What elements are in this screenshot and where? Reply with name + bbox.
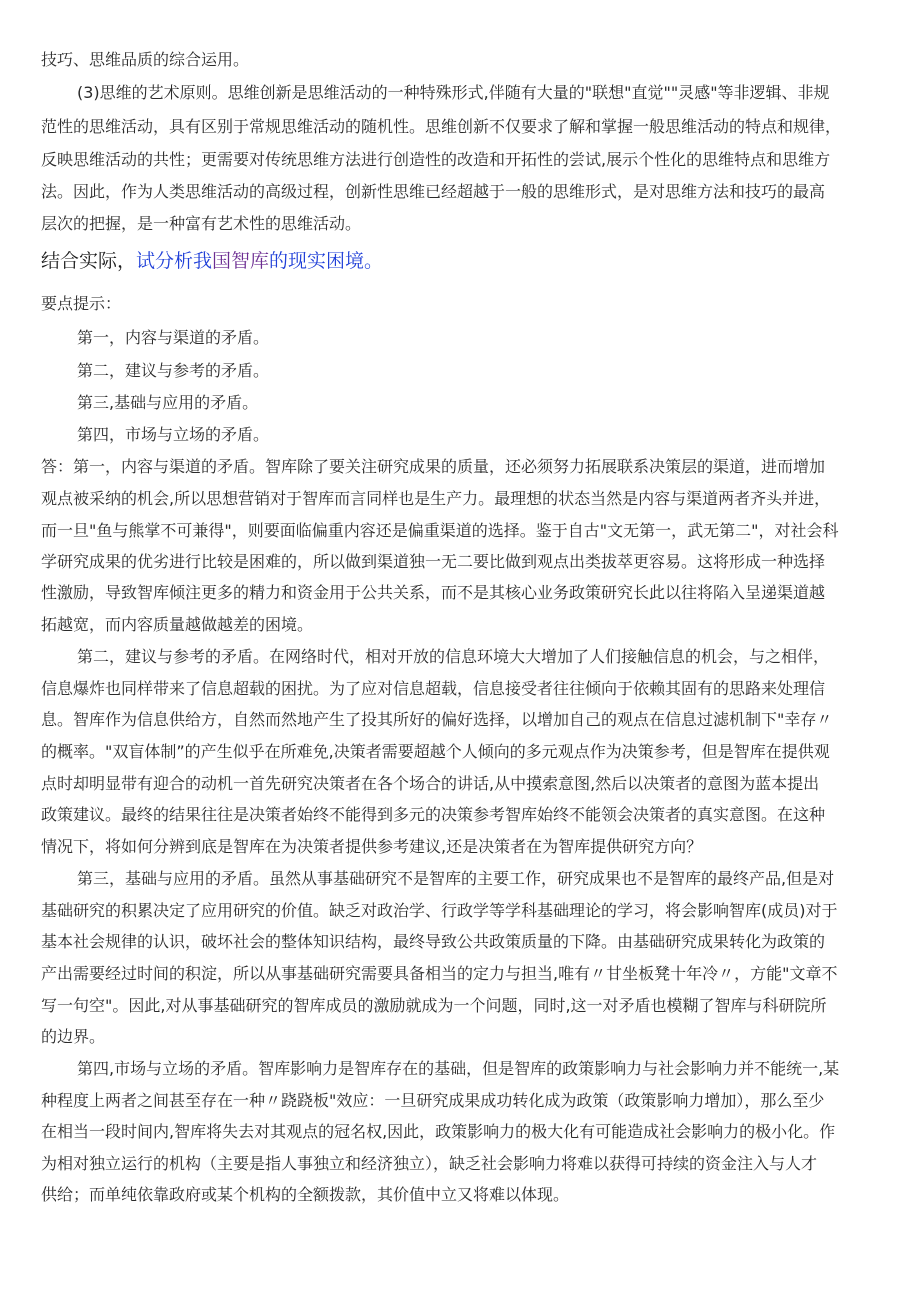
- text-line: 点时却明显带有迎合的动机一首先研究决策者在各个场合的讲话,从中摸索意图,然后以决策者的意图为蓝本提出: [41, 774, 820, 793]
- heading-part: 结合实际，: [41, 250, 137, 272]
- hint-item: 第四，市场与立场的矛盾。: [77, 425, 270, 444]
- text-line: 反映思维活动的共性；更需要对传统思维方法进行创造性的改造和开拓性的尝试,展示个性化的思维特点和思维方: [41, 150, 831, 169]
- text-line: 的概率。"双盲体制”的产生似乎在所难免,决策者需要超越个人倾向的多元观点作为决策参考，但是智库在提供观: [41, 742, 830, 761]
- heading-part-highlight: 试分析我: [136, 250, 213, 272]
- text-line: (3)思维的艺术原则。思维创新是思维活动的一种特殊形式,伴随有大量的"联想"直觉""灵感"等非逻辑、非规: [77, 83, 830, 102]
- text-line: 答：第一，内容与渠道的矛盾。智库除了要关注研究成果的质量，还必须努力拓展联系决策层的渠道，进而增加: [41, 457, 826, 476]
- text-line: 为相对独立运行的机构（主要是指人事独立和经济独立），缺乏社会影响力将难以获得可持续的资金注入与人才: [41, 1154, 818, 1173]
- text-line: 情况下，将如何分辨到底是智库在为决策者提供参考建议,还是决策者在为智库提供研究方向？: [41, 837, 703, 856]
- heading-part-highlight: 的现实困境。: [269, 250, 384, 272]
- text-line: 政策建议。最终的结果往往是决策者始终不能得到多元的决策参考智库始终不能领会决策者的真实意图。在这种: [41, 805, 826, 824]
- text-line: 第三，基础与应用的矛盾。虽然从事基础研究不是智库的主要工作，研究成果也不是智库的最终产品,但是对: [77, 869, 835, 888]
- text-line: 技巧、思维品质的综合运用。: [41, 50, 250, 69]
- text-line: 基础研究的积累决定了应用研究的价值。缺乏对政治学、行政学等学科基础理论的学习，将会影响智库(成员)对于: [41, 901, 838, 920]
- hint-item: 第三,基础与应用的矛盾。: [77, 393, 259, 412]
- hint-label: 要点提示：: [41, 294, 122, 313]
- text-line: 写一句空"。因此,对从事基础研究的智库成员的激励就成为一个问题，同时,这一对矛盾也模糊了智库与科研院所: [41, 996, 827, 1015]
- heading-part-highlight: 国智库: [212, 250, 270, 272]
- text-line: 信息爆炸也同样带来了信息超载的困扰。为了应对信息超载，信息接受者往往倾向于依赖其固有的思路来处理信: [41, 679, 826, 698]
- text-line: 产出需要经过时间的积淀，所以从事基础研究需要具备相当的定力与担当,唯有〃甘坐板凳十年冷〃，方能"文章不: [41, 964, 838, 983]
- text-line: 性激励，导致智库倾注更多的精力和资金用于公共关系，而不是其核心业务政策研究长此以往将陷入呈递渠道越: [41, 583, 826, 602]
- text-line: 法。因此，作为人类思维活动的高级过程，创新性思维已经超越于一般的思维形式，是对思维方法和技巧的最高: [41, 182, 826, 201]
- text-line: 息。智库作为信息供给方，自然而然地产生了投其所好的偏好选择，以增加自己的观点在信息过滤机制下"幸存〃: [41, 710, 833, 729]
- hint-item: 第二，建议与参考的矛盾。: [77, 361, 270, 380]
- text-line: 供给；而单纯依靠政府或某个机构的全额拨款，其价值中立又将难以体现。: [41, 1185, 570, 1204]
- text-line: 第四,市场与立场的矛盾。智库影响力是智库存在的基础，但是智库的政策影响力与社会影响力并不能统一,某: [77, 1059, 840, 1078]
- text-line: 种程度上两者之间甚至存在一种〃跷跷板"效应：一旦研究成果成功转化成为政策（政策影响力增加），那么至少: [41, 1091, 825, 1110]
- text-line: 基本社会规律的认识，破坏社会的整体知识结构，最终导致公共政策质量的下降。由基础研究成果转化为政策的: [41, 932, 826, 951]
- hint-item: 第一，内容与渠道的矛盾。: [77, 328, 270, 347]
- text-line: 而一旦"鱼与熊掌不可兼得"，则要面临偏重内容还是偏重渠道的选择。鉴于自古"文无第一，武无第二"，对社会科: [41, 521, 839, 540]
- text-line: 第二，建议与参考的矛盾。在网络时代，相对开放的信息环境大大增加了人们接触信息的机会，与之相伴，: [77, 647, 830, 666]
- text-line: 拓越宽，而内容质量越做越差的困境。: [41, 615, 314, 634]
- text-line: 学研究成果的优劣进行比较是困难的，所以做到渠道独一无二要比做到观点出类拔萃更容易。这将形成一种选择: [41, 552, 826, 571]
- question-heading: [41, 249, 881, 273]
- text-line: 在相当一段时间内,智库将失去对其观点的冠名权,因此，政策影响力的极大化有可能造成社会影响力的极小化。作: [41, 1122, 836, 1141]
- text-line: 观点被采纳的机会,所以思想营销对于智库而言同样也是生产力。最理想的状态当然是内容与渠道两者齐头并进，: [41, 489, 831, 508]
- text-line: 范性的思维活动，具有区别于常规思维活动的随机性。思维创新不仅要求了解和掌握一般思维活动的特点和规律，: [41, 117, 842, 136]
- text-line: 层次的把握，是一种富有艺术性的思维活动。: [41, 214, 362, 233]
- text-line: 的边界。: [41, 1027, 106, 1046]
